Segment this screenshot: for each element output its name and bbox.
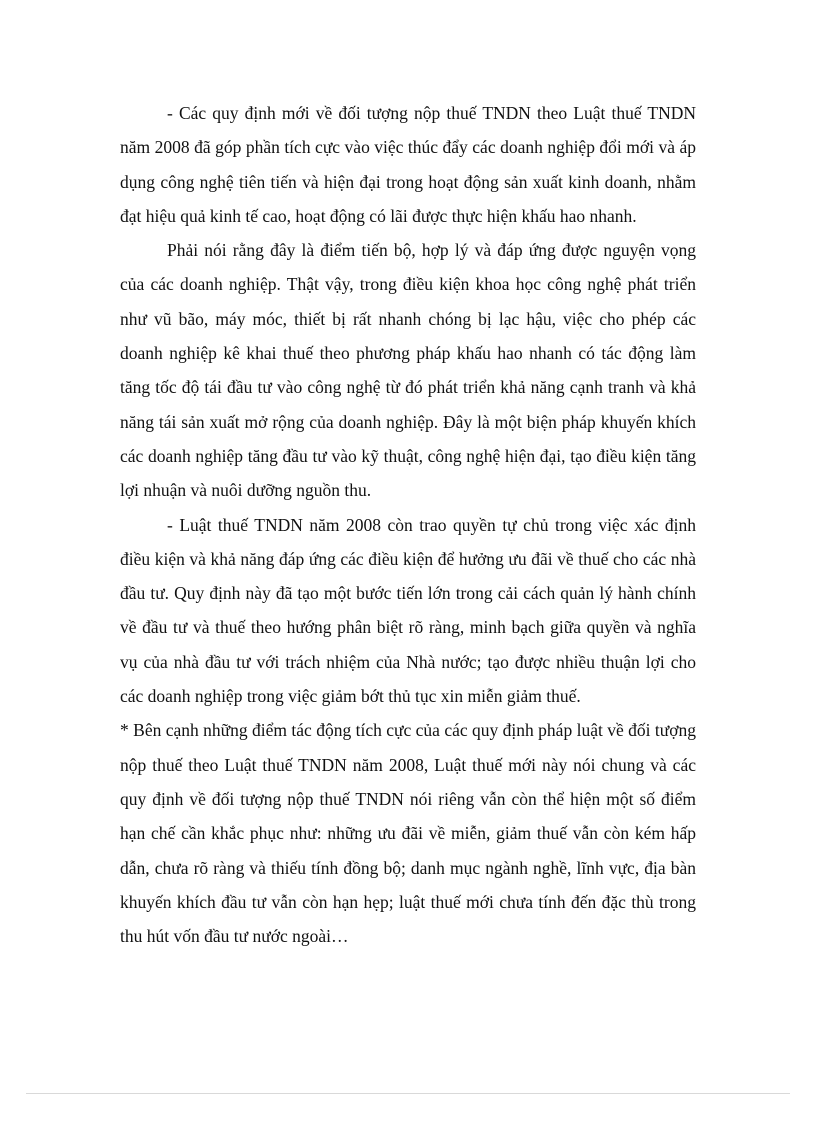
paragraph-4: * Bên cạnh những điểm tác động tích cực của các quy định pháp luật về đối tượng nộp thuế theo Luật thuế TNDN năm 2008, Luật thuế mới này nói chung và các quy định về đối tượng nộp thuế TNDN nói riêng vẫn còn thể hiện một số điểm hạn chế cần khắc phục như: những ưu đãi về miễn, giảm thuế vẫn còn kém hấp dẫn, chưa rõ ràng và thiếu tính đồng bộ; danh mục ngành nghề, lĩnh vực, địa bàn khuyến khích đầu tư vẫn còn hạn hẹp; luật thuế mới chưa tính đến đặc thù trong thu hút vốn đầu tư nước ngoài… bbox=[120, 720, 696, 947]
document-body bbox=[120, 96, 696, 953]
page-bottom-divider bbox=[26, 1093, 790, 1094]
paragraph-3: - Luật thuế TNDN năm 2008 còn trao quyền tự chủ trong việc xác định điều kiện và khả năng đáp ứng các điều kiện để hưởng ưu đãi về thuế cho các nhà đầu tư. Quy định này đã tạo một bước tiến lớn trong cải cách quản lý hành chính về đầu tư và thuế theo hướng phân biệt rõ ràng, minh bạch giữa quyền và nghĩa vụ của nhà đầu tư với trách nhiệm của Nhà nước; tạo được nhiều thuận lợi cho các doanh nghiệp trong việc giảm bớt thủ tục xin miễn giảm thuế. bbox=[120, 514, 696, 707]
paragraph-1: - Các quy định mới về đối tượng nộp thuế TNDN theo Luật thuế TNDN năm 2008 đã góp phần tích cực vào việc thúc đẩy các doanh nghiệp đổi mới và áp dụng công nghệ tiên tiến và hiện đại trong hoạt động sản xuất kinh doanh, nhằm đạt hiệu quả kinh tế cao, hoạt động có lãi được thực hiện khấu hao nhanh. bbox=[120, 103, 696, 226]
paragraph-2: Phải nói rằng đây là điểm tiến bộ, hợp lý và đáp ứng được nguyện vọng của các doanh nghiệp. Thật vậy, trong điều kiện khoa học công nghệ phát triển như vũ bão, máy móc, thiết bị rất nhanh chóng bị lạc hậu, việc cho phép các doanh nghiệp kê khai thuế theo phương pháp khấu hao nhanh có tác động làm tăng tốc độ tái đầu tư vào công nghệ từ đó phát triển khả năng cạnh tranh và khả năng tái sản xuất mở rộng của doanh nghiệp. Đây là một biện pháp khuyến khích các doanh nghiệp tăng đầu tư vào kỹ thuật, công nghệ hiện đại, tạo điều kiện tăng lợi nhuận và nuôi dưỡng nguồn thu. bbox=[120, 240, 696, 501]
